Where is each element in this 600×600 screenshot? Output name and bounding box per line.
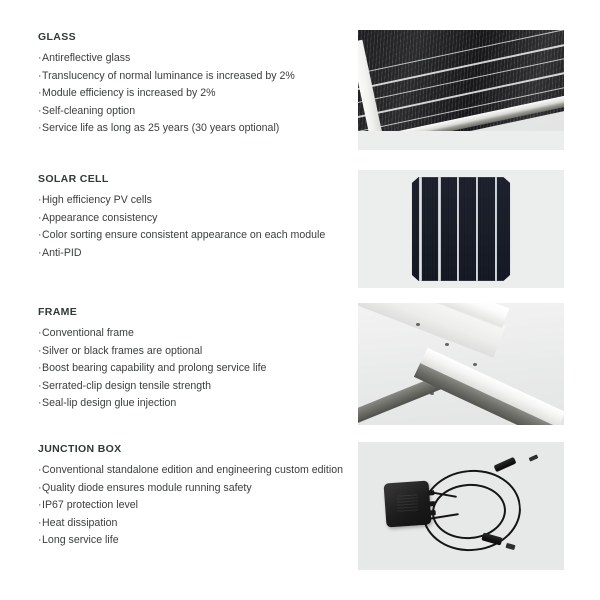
- bullet-item: · Silver or black frames are optional: [38, 343, 348, 361]
- frame-photo-canvas: [358, 303, 564, 425]
- junction-box-cable-gland: [428, 490, 434, 495]
- section-text-junction-box: [38, 442, 348, 550]
- bullet-list-junction-box: [38, 462, 348, 550]
- frame-screw-hole: [430, 392, 434, 395]
- bullet-item: · Boost bearing capability and prolong service life: [38, 360, 348, 378]
- bullet-item: · Service life as long as 25 years (30 years optional): [38, 120, 348, 138]
- section-heading-glass: GLASS: [38, 31, 76, 43]
- bullet-item: · Module efficiency is increased by 2%: [38, 85, 348, 103]
- solar-panel-glass-corner-photo: [358, 30, 564, 150]
- cell-busbar: [419, 177, 421, 281]
- frame-screw-hole: [473, 363, 477, 366]
- bullet-item: · Conventional standalone edition and engineering custom edition: [38, 462, 348, 480]
- photo-background-fill: [358, 131, 564, 150]
- bullet-list-solar-cell: [38, 192, 348, 262]
- section-text-frame: [38, 305, 348, 413]
- bullet-item: · Color sorting ensure consistent appearance on each module: [38, 227, 348, 245]
- bullet-item: · Long service life: [38, 532, 348, 550]
- bullet-list-glass: [38, 50, 348, 138]
- aluminium-frame-corner-photo: [358, 303, 564, 425]
- mc4-connector-male-tip: [529, 454, 539, 461]
- monocrystalline-solar-cell-photo: [358, 170, 564, 288]
- bullet-item: · High efficiency PV cells: [38, 192, 348, 210]
- bullet-item: · Quality diode ensures module running safety: [38, 480, 348, 498]
- junction-box-housing: [383, 480, 431, 527]
- section-heading-solar-cell: SOLAR CELL: [38, 173, 109, 185]
- junction-box-photo-canvas: [358, 442, 564, 570]
- bullet-item: · Translucency of normal luminance is increased by 2%: [38, 68, 348, 86]
- bullet-item: · Appearance consistency: [38, 210, 348, 228]
- bullet-item: · Antireflective glass: [38, 50, 348, 68]
- solar-cell-photo-canvas: [358, 170, 564, 288]
- section-heading-junction-box: JUNCTION BOX: [38, 443, 122, 455]
- glass-photo-canvas: [358, 30, 564, 150]
- bullet-item: · Conventional frame: [38, 325, 348, 343]
- bullet-item: · Seal-lip design glue injection: [38, 395, 348, 413]
- section-heading-frame: FRAME: [38, 306, 78, 318]
- junction-box-with-mc4-cables-photo: [358, 442, 564, 570]
- junction-box-cable-gland: [430, 510, 436, 515]
- mc4-connector-male: [493, 457, 516, 472]
- section-text-solar-cell: [38, 172, 348, 262]
- cell-busbar: [476, 177, 478, 281]
- bullet-item: · IP67 protection level: [38, 497, 348, 515]
- frame-screw-hole: [416, 323, 420, 326]
- solar-cell-wafer: [412, 177, 511, 281]
- bullet-list-frame: [38, 325, 348, 413]
- frame-screw-hole: [445, 343, 449, 346]
- cell-busbar: [495, 177, 497, 281]
- bullet-item: · Heat dissipation: [38, 515, 348, 533]
- bullet-item: · Anti-PID: [38, 245, 348, 263]
- cell-busbar: [457, 177, 459, 281]
- junction-box-lid-ribbing: [396, 494, 418, 512]
- bullet-item: · Self-cleaning option: [38, 103, 348, 121]
- cell-busbar: [438, 177, 440, 281]
- section-text-glass: [38, 30, 348, 138]
- junction-box-cable-gland: [429, 501, 435, 506]
- mc4-connector-female-tip: [506, 543, 516, 550]
- bullet-item: · Serrated-clip design tensile strength: [38, 378, 348, 396]
